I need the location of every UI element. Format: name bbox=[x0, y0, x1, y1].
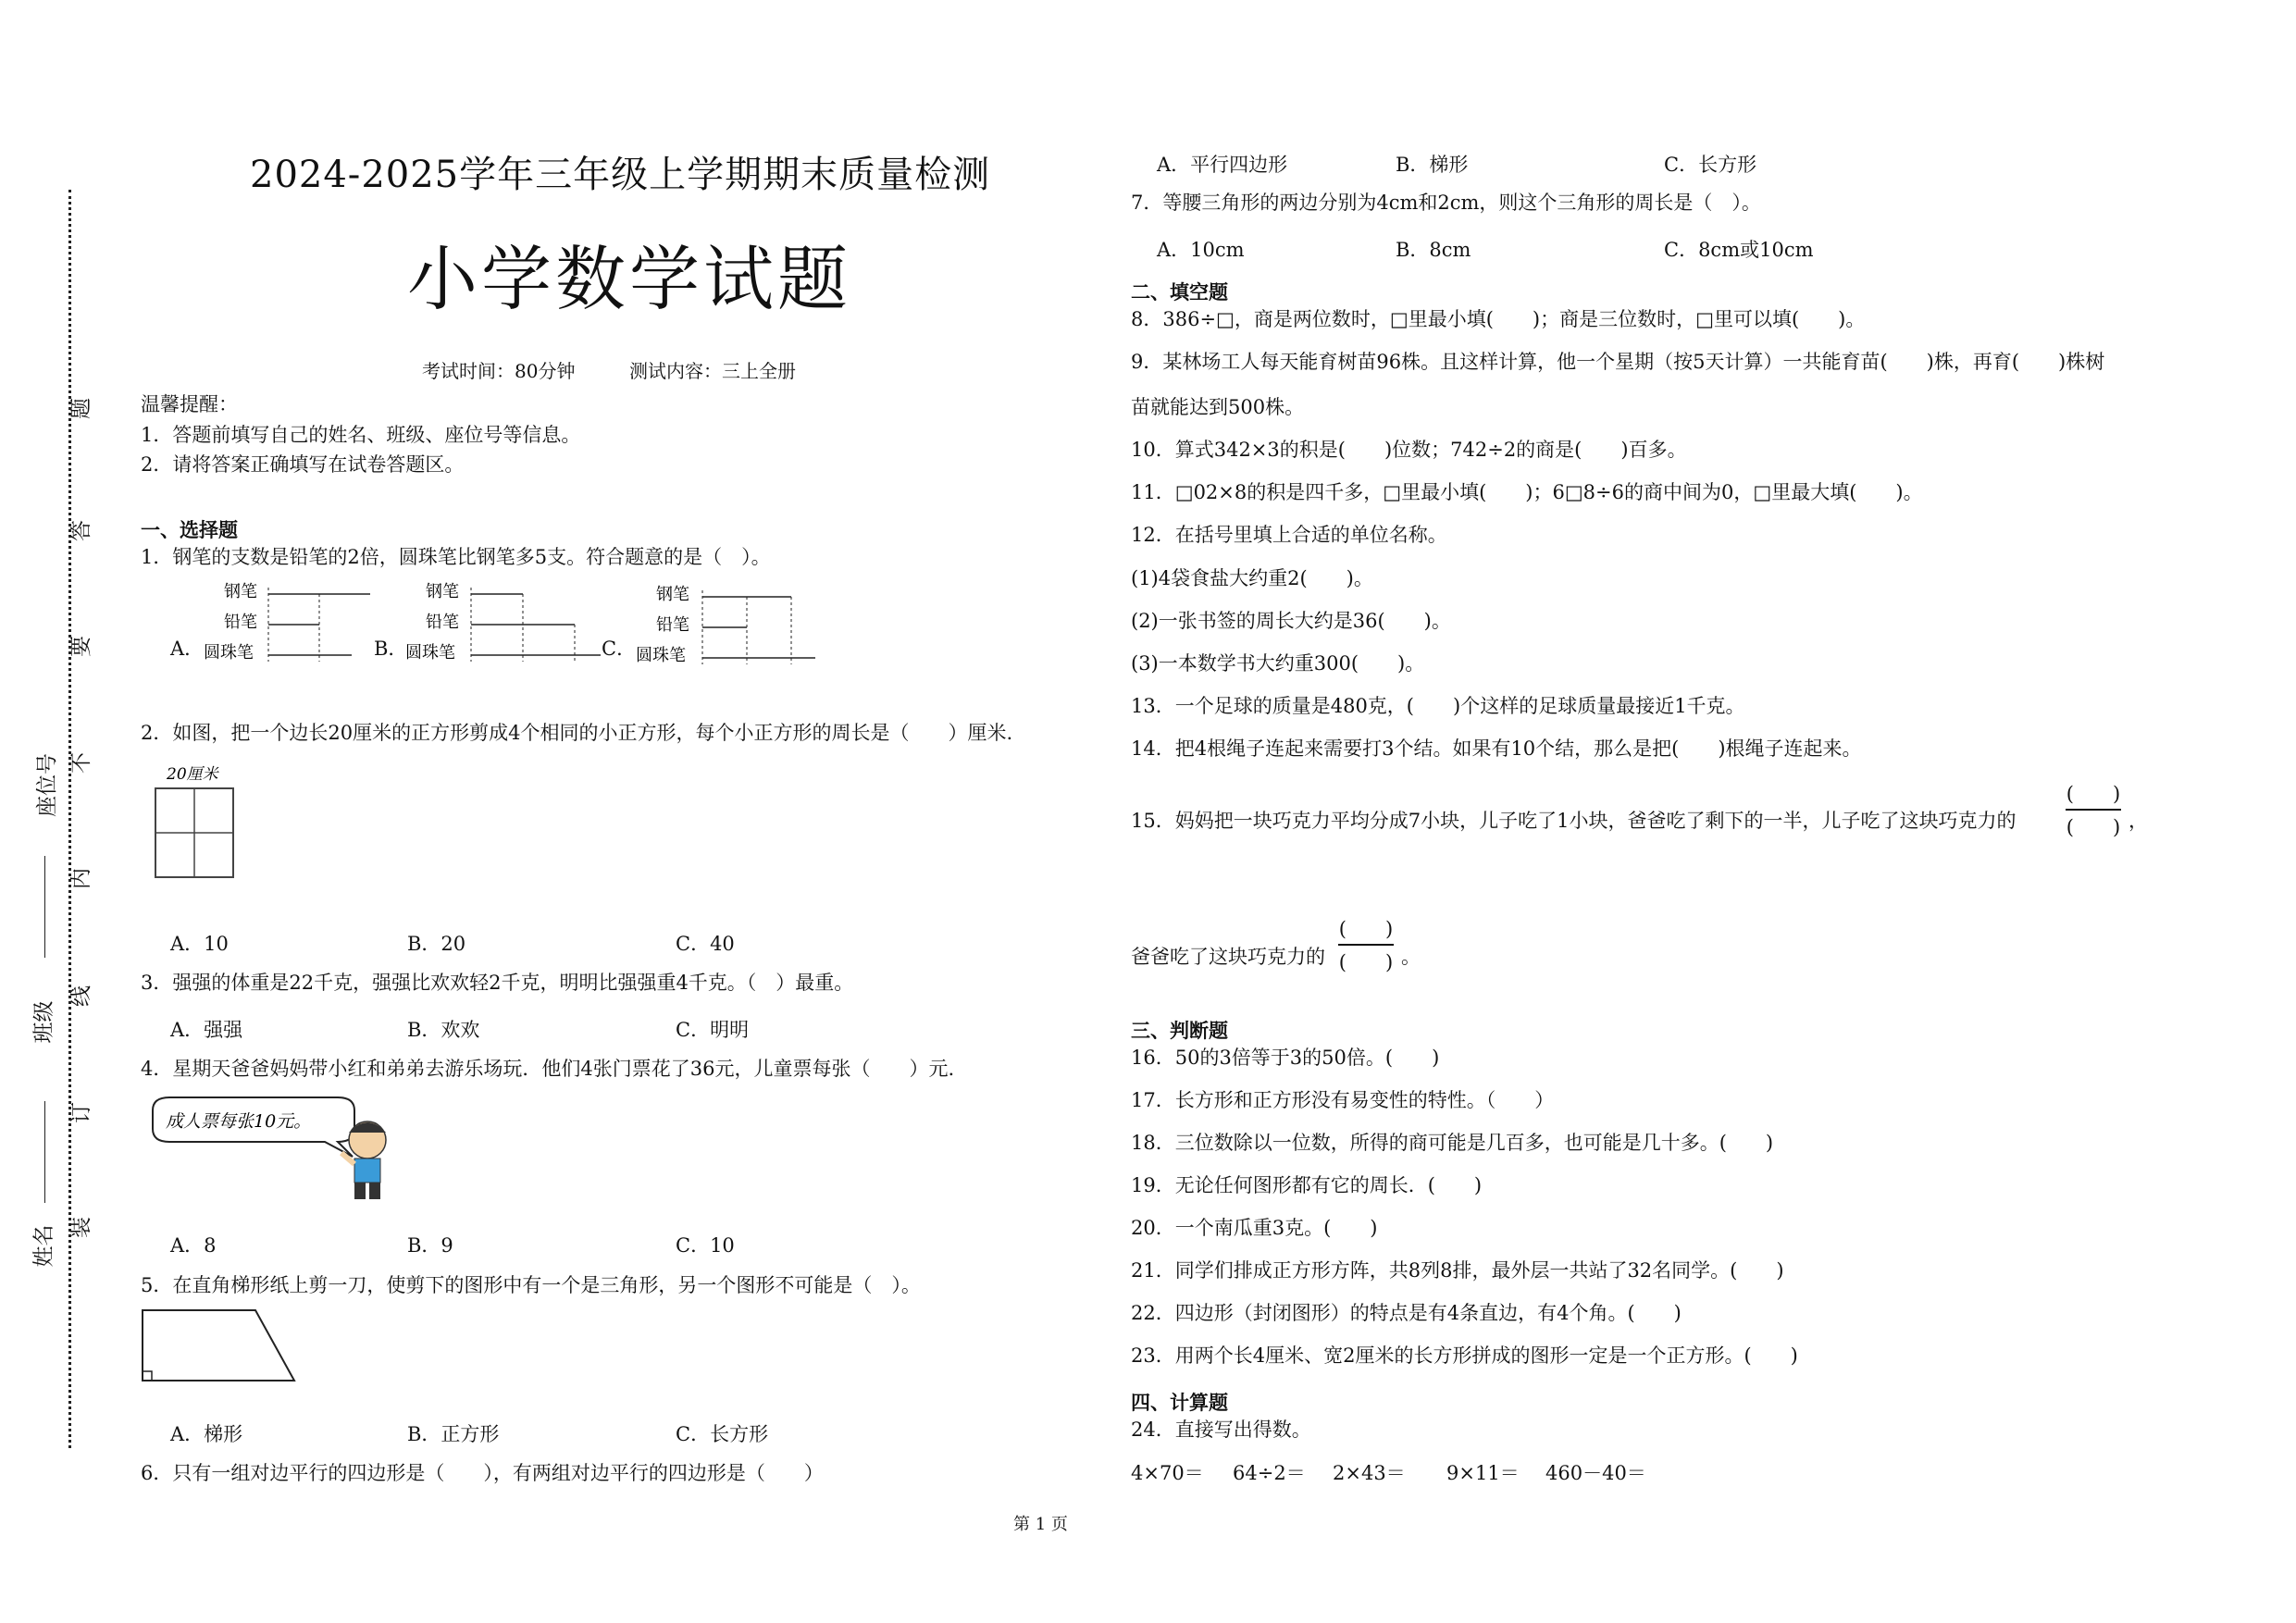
q7-option-c[interactable]: C．8cm或10cm bbox=[1664, 239, 1814, 261]
exam-title: 2024-2025学年三年级上学期期末质量检测 bbox=[250, 154, 991, 196]
calc-item: 4×70＝ bbox=[1131, 1462, 1204, 1484]
question-7-text: 7．等腰三角形的两边分别为4cm和2cm，则这个三角形的周长是（ ）。 bbox=[1131, 192, 1761, 214]
q15-comma: ， bbox=[2128, 810, 2148, 832]
q5-option-b[interactable]: B．正方形 bbox=[407, 1423, 500, 1445]
question-17-text: 17．长方形和正方形没有易变性的特性。（ ） bbox=[1131, 1089, 1555, 1111]
question-16-text: 16．50的3倍等于3的50倍。( ) bbox=[1131, 1047, 1440, 1069]
q4-option-a[interactable]: A．8 bbox=[170, 1234, 217, 1257]
exam-content: 测试内容：三上全册 bbox=[629, 360, 796, 382]
calc-item: 64÷2＝ bbox=[1233, 1462, 1306, 1484]
q1-label-pen: 钢笔 bbox=[656, 585, 689, 604]
q1-label-pencil: 铅笔 bbox=[426, 613, 459, 632]
fraction-numerator-blank[interactable]: ( ) bbox=[1338, 918, 1394, 940]
question-11-text: 11．□02×8的积是四千多，□里最小填( )；6□8÷6的商中间为0，□里最大填( )。 bbox=[1131, 481, 1923, 503]
q6-option-b[interactable]: B．梯形 bbox=[1396, 154, 1469, 176]
q5-trapezoid-figure bbox=[139, 1305, 301, 1388]
question-24-text: 24．直接写出得数。 bbox=[1131, 1419, 1311, 1441]
q1-label-ballpen: 圆珠笔 bbox=[636, 646, 686, 665]
q1-label-pen: 钢笔 bbox=[224, 582, 257, 601]
q6-option-a[interactable]: A．平行四边形 bbox=[1157, 154, 1288, 176]
calc-item: 9×11＝ bbox=[1446, 1462, 1520, 1484]
q1-label-pencil: 铅笔 bbox=[656, 615, 689, 635]
q7-option-a[interactable]: A．10cm bbox=[1157, 239, 1245, 261]
q4-option-b[interactable]: B．9 bbox=[407, 1234, 453, 1257]
q7-option-b[interactable]: B．8cm bbox=[1396, 239, 1471, 261]
question-12-part-1: (1)4袋食盐大约重2( )。 bbox=[1131, 567, 1373, 589]
q1-option-a[interactable]: A． bbox=[170, 638, 205, 660]
seal-char: 不 bbox=[69, 752, 93, 774]
question-12-part-3: (3)一本数学书大约重300( )。 bbox=[1131, 652, 1425, 675]
question-8-text: 8．386÷□，商是两位数时，□里最小填( )；商是三位数时，□里可以填( )。 bbox=[1131, 308, 1866, 330]
seal-char: 订 bbox=[69, 1102, 93, 1123]
name-label: 姓名 bbox=[31, 1224, 56, 1268]
q15-period: 。 bbox=[1401, 946, 1421, 968]
question-3-text: 3．强强的体重是22千克，强强比欢欢轻2千克，明明比强强重4千克。（ ）最重。 bbox=[141, 972, 854, 994]
question-6-text: 6．只有一组对边平行的四边形是（ ），有两组对边平行的四边形是（ ） bbox=[141, 1462, 824, 1484]
q3-option-a[interactable]: A．强强 bbox=[170, 1019, 243, 1041]
q4-speech-illustration bbox=[143, 1092, 403, 1208]
binding-dotted-line bbox=[68, 190, 71, 1448]
q1-label-ballpen: 圆珠笔 bbox=[405, 643, 455, 663]
question-22-text: 22．四边形（封闭图形）的特点是有4条直边，有4个角。( ) bbox=[1131, 1302, 1682, 1324]
q4-bubble-text: 成人票每张10元。 bbox=[166, 1111, 312, 1132]
fraction-bar bbox=[1338, 944, 1394, 946]
question-23-text: 23．用两个长4厘米、宽2厘米的长方形拼成的图形一定是一个正方形。( ) bbox=[1131, 1344, 1798, 1367]
seal-char: 装 bbox=[69, 1217, 93, 1238]
q1-option-c[interactable]: C． bbox=[602, 638, 637, 660]
q5-option-c[interactable]: C．长方形 bbox=[676, 1423, 769, 1445]
question-9-text: 9．某林场工人每天能育树苗96株。且这样计算，他一个星期（按5天计算）一共能育苗( )株，再育( )株树 bbox=[1131, 351, 2105, 373]
name-underline bbox=[44, 1101, 45, 1203]
q6-option-c[interactable]: C．长方形 bbox=[1664, 154, 1757, 176]
q1-label-pencil: 铅笔 bbox=[224, 613, 257, 632]
calc-item: 2×43＝ bbox=[1333, 1462, 1406, 1484]
section-choice-heading: 一、选择题 bbox=[141, 518, 238, 541]
question-15-text-cont: 爸爸吃了这块巧克力的 bbox=[1131, 946, 1325, 968]
q15-son-fraction[interactable] bbox=[2060, 779, 2127, 840]
q1-diagram-a bbox=[194, 578, 389, 671]
question-18-text: 18．三位数除以一位数，所得的商可能是几百多，也可能是几十多。( ) bbox=[1131, 1132, 1774, 1154]
question-13-text: 13．一个足球的质量是480克，( )个这样的足球质量最接近1千克。 bbox=[1131, 695, 1745, 717]
question-19-text: 19．无论任何图形都有它的周长．( ) bbox=[1131, 1174, 1483, 1196]
seal-char: 题 bbox=[69, 398, 93, 419]
page-number: 第 1 页 bbox=[1013, 1515, 1068, 1534]
reminder-item: 2．请将答案正确填写在试卷答题区。 bbox=[141, 453, 465, 476]
q1-diagram-b bbox=[393, 578, 606, 671]
question-5-text: 5．在直角梯形纸上剪一刀，使剪下的图形中有一个是三角形，另一个图形不可能是（ ）。 bbox=[141, 1274, 921, 1296]
seal-char: 答 bbox=[69, 520, 93, 541]
section-fill-heading: 二、填空题 bbox=[1131, 280, 1228, 304]
section-calc-heading: 四、计算题 bbox=[1131, 1391, 1228, 1414]
exam-time: 考试时间：80分钟 bbox=[422, 360, 576, 382]
question-10-text: 10．算式342×3的积是( )位数；742÷2的商是( )百多。 bbox=[1131, 439, 1687, 461]
calc-item: 460－40＝ bbox=[1545, 1462, 1646, 1484]
fraction-denominator-blank[interactable]: ( ) bbox=[1338, 951, 1394, 973]
question-2-text: 2．如图，把一个边长20厘米的正方形剪成4个相同的小正方形，每个小正方形的周长是（ ）厘米. bbox=[141, 722, 1013, 744]
class-underline bbox=[44, 856, 45, 958]
q2-option-c[interactable]: C．40 bbox=[676, 933, 735, 955]
fraction-numerator-blank[interactable]: ( ) bbox=[2066, 783, 2121, 805]
q15-dad-fraction[interactable] bbox=[1333, 914, 1399, 975]
question-9-text-cont: 苗就能达到500株。 bbox=[1131, 396, 1305, 418]
question-15-text: 15．妈妈把一块巧克力平均分成7小块，儿子吃了1小块，爸爸吃了剩下的一半，儿子吃了这块巧克力的 bbox=[1131, 810, 2017, 832]
seal-char: 要 bbox=[69, 636, 93, 657]
q1-option-b[interactable]: B． bbox=[374, 638, 408, 660]
q4-option-c[interactable]: C．10 bbox=[676, 1234, 735, 1257]
question-12-part-2: (2)一张书签的周长大约是36( )。 bbox=[1131, 610, 1451, 632]
q2-option-a[interactable]: A．10 bbox=[170, 933, 229, 955]
seal-char: 内 bbox=[69, 868, 93, 889]
class-label: 班级 bbox=[31, 1000, 56, 1044]
q1-label-pen: 钢笔 bbox=[426, 582, 459, 601]
seat-number-label: 座位号 bbox=[35, 753, 59, 817]
fraction-bar bbox=[2066, 809, 2121, 811]
q3-option-b[interactable]: B．欢欢 bbox=[407, 1019, 480, 1041]
reminder-item: 1．答题前填写自己的姓名、班级、座位号等信息。 bbox=[141, 424, 581, 446]
q1-label-ballpen: 圆珠笔 bbox=[204, 643, 254, 663]
q2-square-figure bbox=[148, 759, 241, 884]
question-14-text: 14．把4根绳子连起来需要打3个结。如果有10个结，那么是把( )根绳子连起来。 bbox=[1131, 737, 1862, 760]
section-judge-heading: 三、判断题 bbox=[1131, 1019, 1228, 1042]
exam-subtitle: 小学数学试题 bbox=[407, 238, 851, 320]
question-21-text: 21．同学们排成正方形方阵，共8列8排，最外层一共站了32名同学。( ) bbox=[1131, 1259, 1784, 1282]
question-20-text: 20．一个南瓜重3克。( ) bbox=[1131, 1217, 1378, 1239]
question-12-text: 12．在括号里填上合适的单位名称。 bbox=[1131, 524, 1447, 546]
q2-option-b[interactable]: B．20 bbox=[407, 933, 466, 955]
seal-char: 线 bbox=[69, 985, 93, 1007]
q2-side-label: 20厘米 bbox=[167, 765, 218, 784]
question-1-text: 1．钢笔的支数是铅笔的2倍，圆珠笔比钢笔多5支。符合题意的是（ ）。 bbox=[141, 546, 771, 568]
reminder-heading: 温馨提醒： bbox=[141, 393, 238, 415]
q3-option-c[interactable]: C．明明 bbox=[676, 1019, 750, 1041]
fraction-denominator-blank[interactable]: ( ) bbox=[2066, 816, 2121, 838]
q5-option-a[interactable]: A．梯形 bbox=[170, 1423, 243, 1445]
q1-diagram-c bbox=[623, 581, 836, 674]
question-4-text: 4．星期天爸爸妈妈带小红和弟弟去游乐场玩．他们4张门票花了36元，儿童票每张（ ）元. bbox=[141, 1058, 955, 1080]
